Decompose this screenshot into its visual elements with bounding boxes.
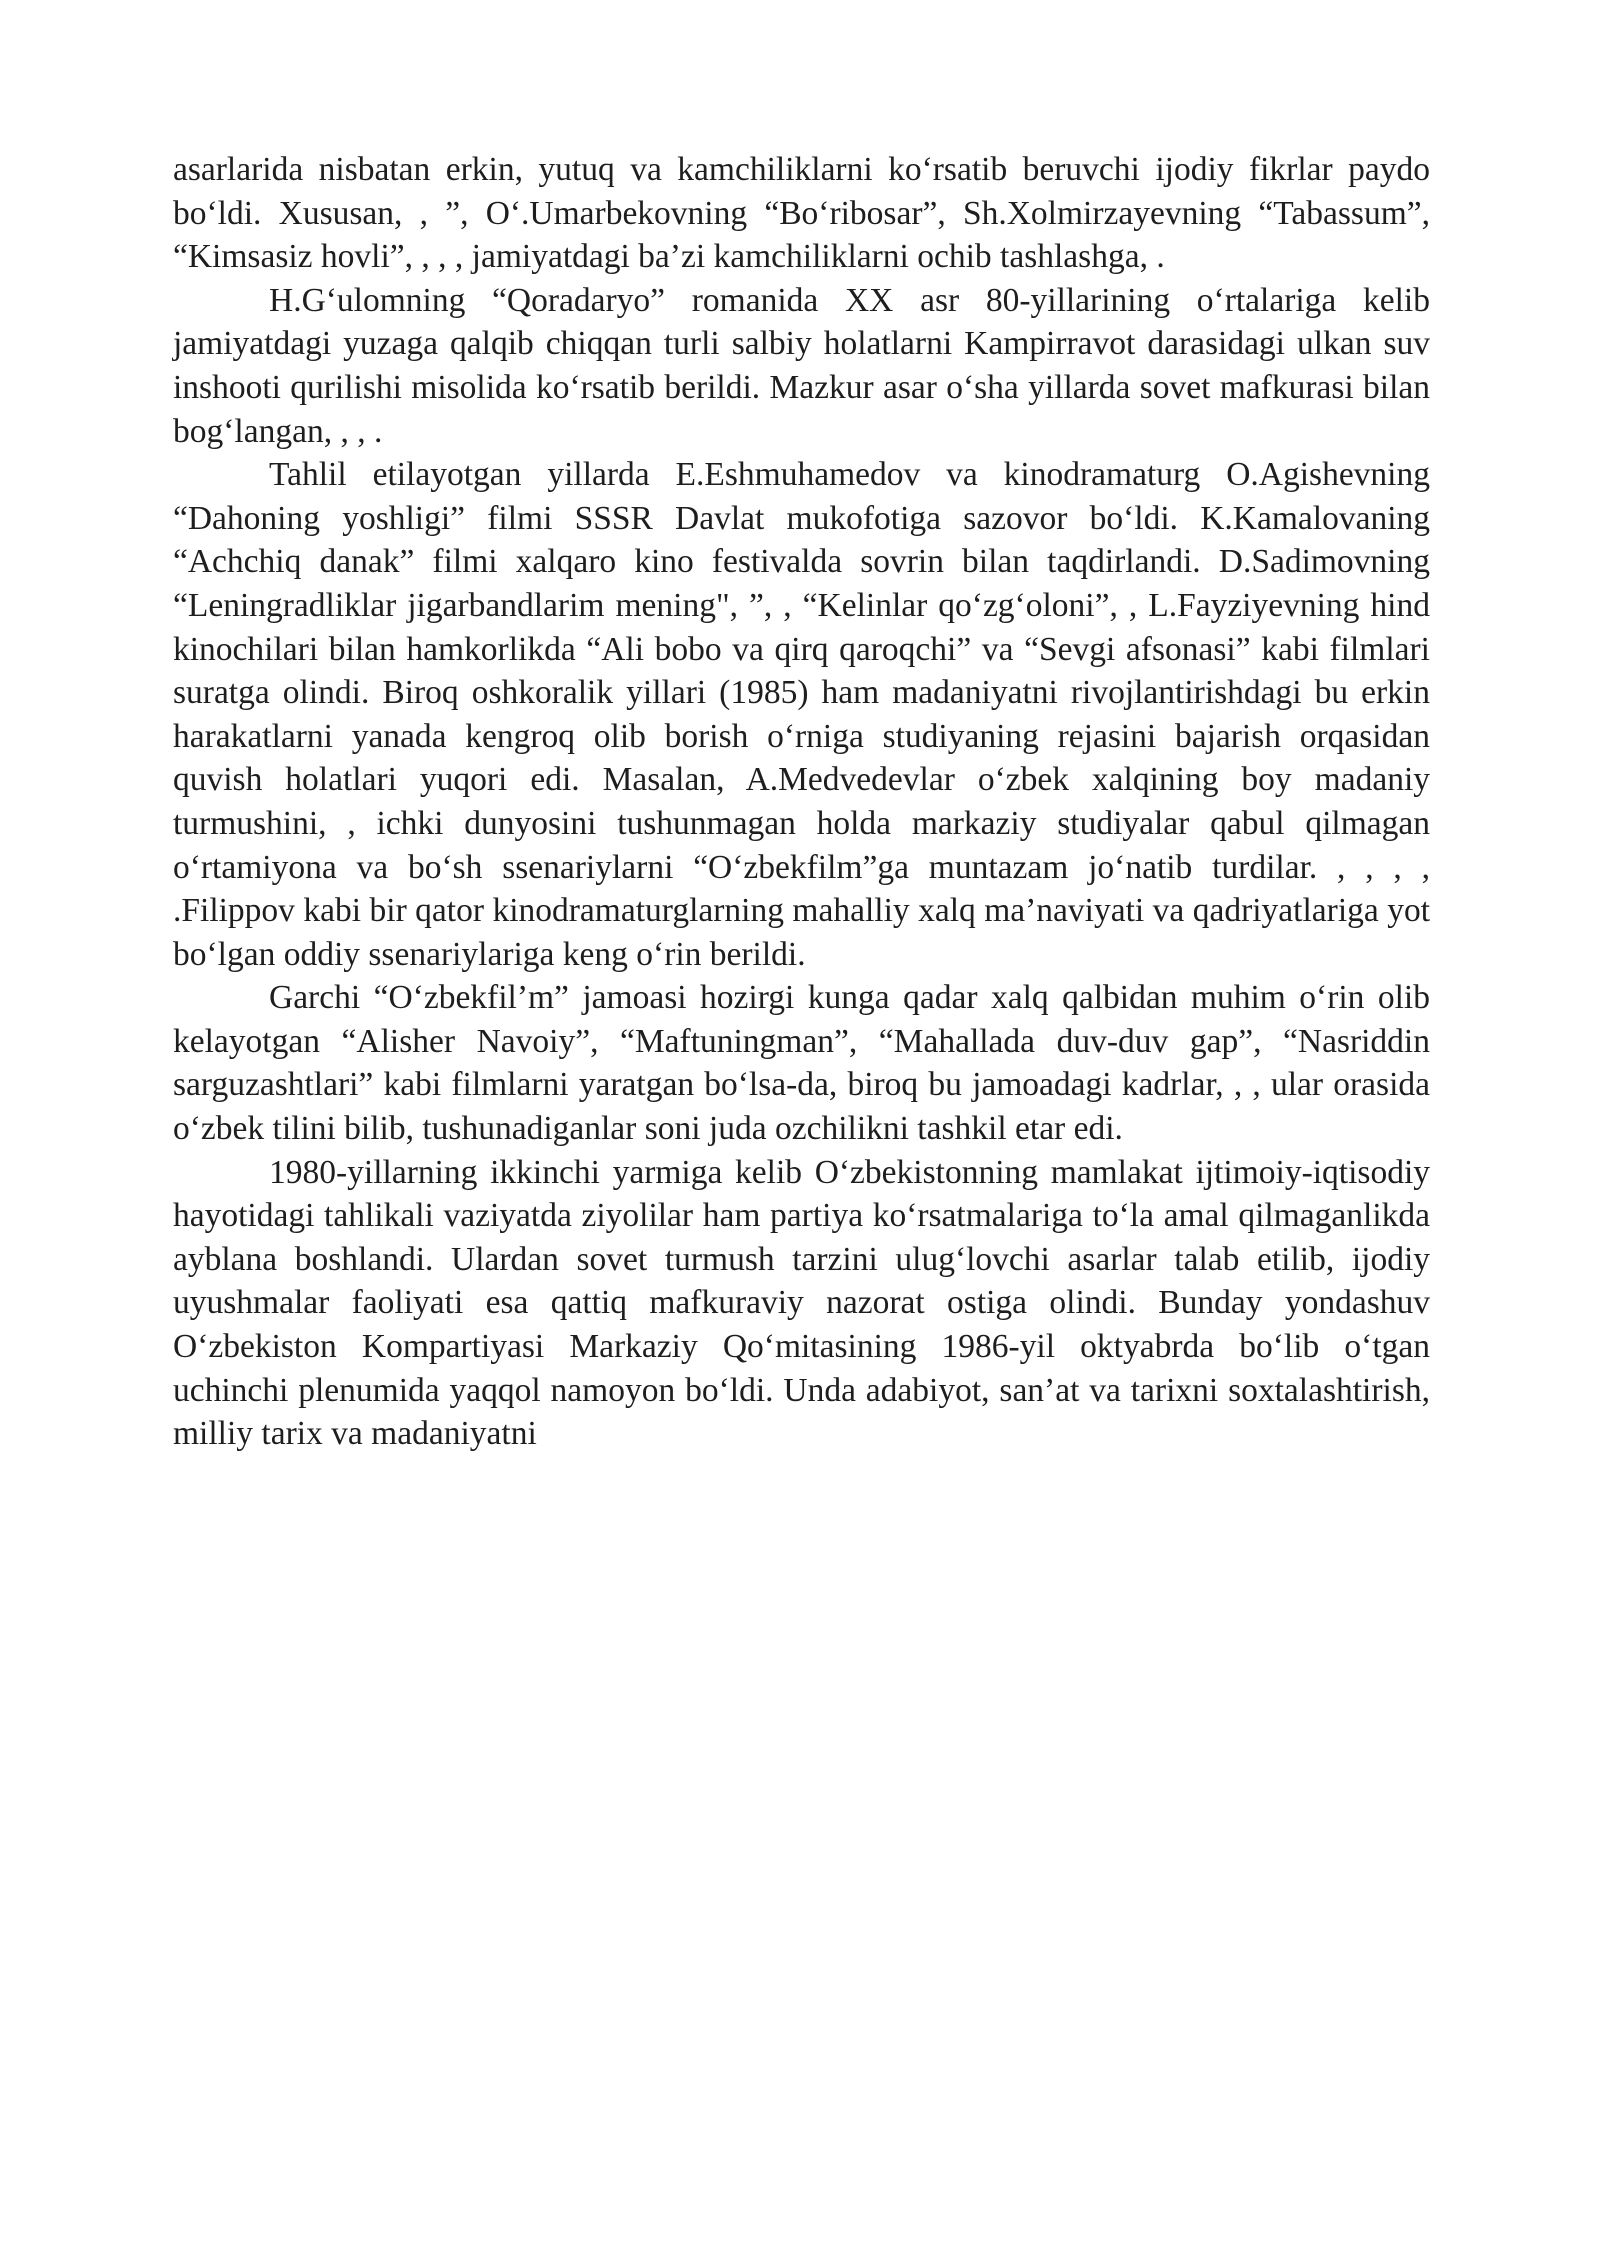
paragraph: H.Gʻulomning “Qoradaryo” romanida XX asr 80-yillarining oʻrtalariga kelib jamiyatdagi yuzaga qalqib chiqqan turli salbiy holatlarni Kampirravot darasidagi ulkan suv inshooti qurilishi misolida koʻrsatib berildi. Mazkur asar oʻsha yillarda sovet mafkurasi bilan bogʻlangan, , , . xyxy=(173,281,1430,450)
paragraph: Garchi “Oʻzbekfil’m” jamoasi hozirgi kunga qadar xalq qalbidan muhim oʻrin olib kelayotgan “Alisher Navoiy”, “Maftuningman”, “Mahallada duv-duv gap”, “Nasriddin sarguzashtlari” kabi filmlarni yaratgan boʻlsa-da, biroq bu jamoadagi kadrlar, , , ular orasida oʻzbek tilini bilib, tushunadiganlar soni juda ozchilikni tashkil etar edi. xyxy=(173,979,1430,1148)
paragraph: Tahlil etilayotgan yillarda E.Eshmuhamedov va kinodramaturg O.Agishevning “Dahoning yoshligi” filmi SSSR Davlat mukofotiga sazovor boʻldi. K.Kamalovaning “Achchiq danak” filmi xalqaro kino festivalda sovrin bilan taqdirlandi. D.Sadimovning “Leningradliklar jigarbandlarim mening", ”, , “Kelinlar qoʻzgʻoloni”, , L.Fayziyevning hind kinochilari bilan hamkorlikda “Ali bobo va qirq qaroqchi” va “Sevgi afsonasi” kabi filmlari suratga olindi. Biroq oshkoralik yillari (1985) ham madaniyatni rivojlantirishdagi bu erkin harakatlarni yanada kengroq olib borish oʻrniga studiyaning rejasini bajarish orqasidan quvish holatlari yuqori edi. Masalan, A.Medvedevlar oʻzbek xalqining boy madaniy turmushini, , ichki dunyosini tushunmagan holda markaziy studiyalar qabul qilmagan oʻrtamiyona va boʻsh ssenariylarni “Oʻzbekfilm”ga muntazam joʻnatib turdilar. , , , , .Filippov kabi bir qator kinodramaturglarning mahalliy xalq ma’naviyati va qadriyatlariga yot boʻlgan oddiy ssenariylariga keng oʻrin berildi. xyxy=(173,456,1430,973)
body-text xyxy=(173,148,1430,1456)
paragraph: 1980-yillarning ikkinchi yarmiga kelib Oʻzbekistonning mamlakat ijtimoiy-iqtisodiy hayotidagi tahlikali vaziyatda ziyolilar ham partiya koʻrsatmalariga toʻla amal qilmaganlikda ayblana boshlandi. Ulardan sovet turmush tarzini ulugʻlovchi asarlar talab etilib, ijodiy uyushmalar faoliyati esa qattiq mafkuraviy nazorat ostiga olindi. Bunday yondashuv Oʻzbekiston Kompartiyasi Markaziy Qoʻmitasining 1986-yil oktyabrda boʻlib oʻtgan uchinchi plenumida yaqqol namoyon boʻldi. Unda adabiyot, san’at va tarixni soxtalashtirish, milliy tarix va madaniyatni xyxy=(173,1153,1430,1453)
paragraph: asarlarida nisbatan erkin, yutuq va kamchiliklarni koʻrsatib beruvchi ijodiy fikrlar paydo boʻldi. Xususan, , ”, Oʻ.Umarbekovning “Boʻribosar”, Sh.Xolmirzayevning “Tabassum”, “Kimsasiz hovli”, , , , jamiyatdagi ba’zi kamchiliklarni ochib tashlashga, . xyxy=(173,151,1430,276)
